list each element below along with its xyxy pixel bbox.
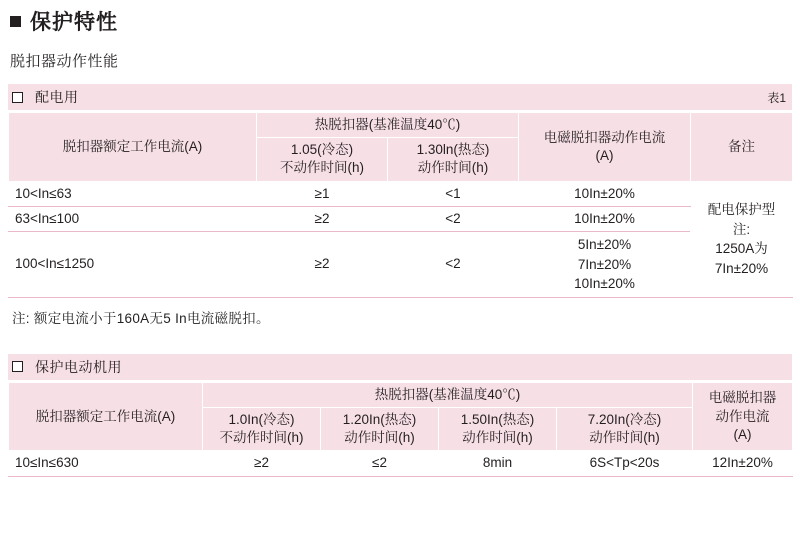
cell-c3: 8min — [439, 451, 557, 476]
cell-cold: ≥1 — [257, 181, 388, 206]
cell-hot: <2 — [388, 232, 519, 298]
table-row — [9, 232, 793, 298]
remark-line-3: 1250A为 — [715, 241, 768, 257]
header-magnetic-line1: 电磁脱扣器动作电流 — [543, 129, 666, 145]
cell-current: 10<In≤63 — [9, 181, 257, 206]
page-subtitle: 脱扣器动作性能 — [10, 53, 119, 70]
cell-magnetic-line1: 5In±20% — [577, 237, 632, 253]
section-label: 保护电动机用 — [35, 358, 122, 375]
header-c4-line2: 动作时间(h) — [589, 430, 660, 446]
header-col-1-50in — [439, 408, 557, 451]
table-header-row — [9, 113, 793, 138]
cell-cold: ≥2 — [257, 206, 388, 231]
header-rated-current: 脱扣器额定工作电流(A) — [9, 113, 257, 182]
cell-magnetic-line2: 7In±20% — [577, 256, 632, 272]
cell-magnetic: 12In±20% — [693, 451, 793, 476]
header-col-1-20in — [321, 408, 439, 451]
table-distribution — [8, 112, 793, 298]
cell-c1: ≥2 — [203, 451, 321, 476]
table-motor — [8, 382, 793, 477]
hollow-square-icon — [12, 361, 23, 372]
header-thermal-group: 热脱扣器(基准温度40℃) — [257, 113, 519, 138]
header-c2-line2: 动作时间(h) — [344, 430, 415, 446]
header-magnetic-line3: (A) — [733, 426, 752, 442]
header-c3-line2: 动作时间(h) — [462, 430, 533, 446]
cell-current: 10≤In≤630 — [9, 451, 203, 476]
page-title: 保护特性 — [30, 11, 118, 34]
header-magnetic-line2: (A) — [595, 147, 614, 163]
header-magnetic-line2: 动作电流 — [715, 408, 770, 424]
header-remark: 备注 — [691, 113, 793, 182]
cell-current: 100<In≤1250 — [9, 232, 257, 298]
header-magnetic-line1: 电磁脱扣器 — [708, 390, 777, 406]
table-header-row — [9, 382, 793, 407]
page-heading — [8, 0, 792, 36]
header-thermal-cold-line2: 不动作时间(h) — [280, 160, 364, 176]
cell-magnetic: 10In±20% — [519, 206, 691, 231]
square-bullet-icon — [10, 16, 21, 27]
cell-magnetic — [519, 232, 691, 298]
header-thermal-group: 热脱扣器(基准温度40℃) — [203, 382, 693, 407]
cell-remark — [691, 181, 793, 297]
section-header-distribution — [8, 84, 792, 112]
hollow-square-icon — [12, 92, 23, 103]
header-thermal-hot-line2: 动作时间(h) — [417, 160, 489, 176]
header-magnetic — [519, 113, 691, 182]
cell-magnetic-line3: 10In±20% — [574, 276, 635, 292]
cell-c2: ≤2 — [321, 451, 439, 476]
table-note: 注: 额定电流小于160A无5 In电流磁脱扣。 — [12, 310, 270, 326]
header-c2-line1: 1.20In(热态) — [342, 412, 417, 427]
header-magnetic — [693, 382, 793, 451]
header-thermal-hot — [388, 138, 519, 181]
table-row — [9, 451, 793, 476]
cell-magnetic: 10In±20% — [519, 181, 691, 206]
cell-hot: <1 — [388, 181, 519, 206]
header-c4-line1: 7.20In(冷态) — [587, 412, 662, 427]
header-col-1-0in — [203, 408, 321, 451]
table-row — [9, 181, 793, 206]
header-c1-line2: 不动作时间(h) — [219, 430, 304, 446]
header-thermal-hot-line1: 1.30ln(热态) — [416, 142, 490, 158]
section-header-motor — [8, 354, 792, 382]
remark-line-4: 7In±20% — [714, 260, 769, 276]
table-number: 表1 — [767, 90, 786, 105]
header-col-7-20in — [557, 408, 693, 451]
table-row — [9, 206, 793, 231]
section-label: 配电用 — [35, 89, 79, 105]
cell-c4: 6S<Tp<20s — [557, 451, 693, 476]
remark-line-2: 注: — [732, 221, 751, 237]
header-thermal-cold — [257, 138, 388, 181]
header-thermal-cold-line1: 1.05(冷态) — [290, 142, 354, 158]
cell-hot: <2 — [388, 206, 519, 231]
header-rated-current: 脱扣器额定工作电流(A) — [9, 382, 203, 451]
header-c1-line1: 1.0In(冷态) — [228, 412, 295, 427]
cell-cold: ≥2 — [257, 232, 388, 298]
header-c3-line1: 1.50In(热态) — [460, 412, 535, 427]
cell-current: 63<In≤100 — [9, 206, 257, 231]
remark-line-1: 配电保护型 — [707, 202, 776, 218]
